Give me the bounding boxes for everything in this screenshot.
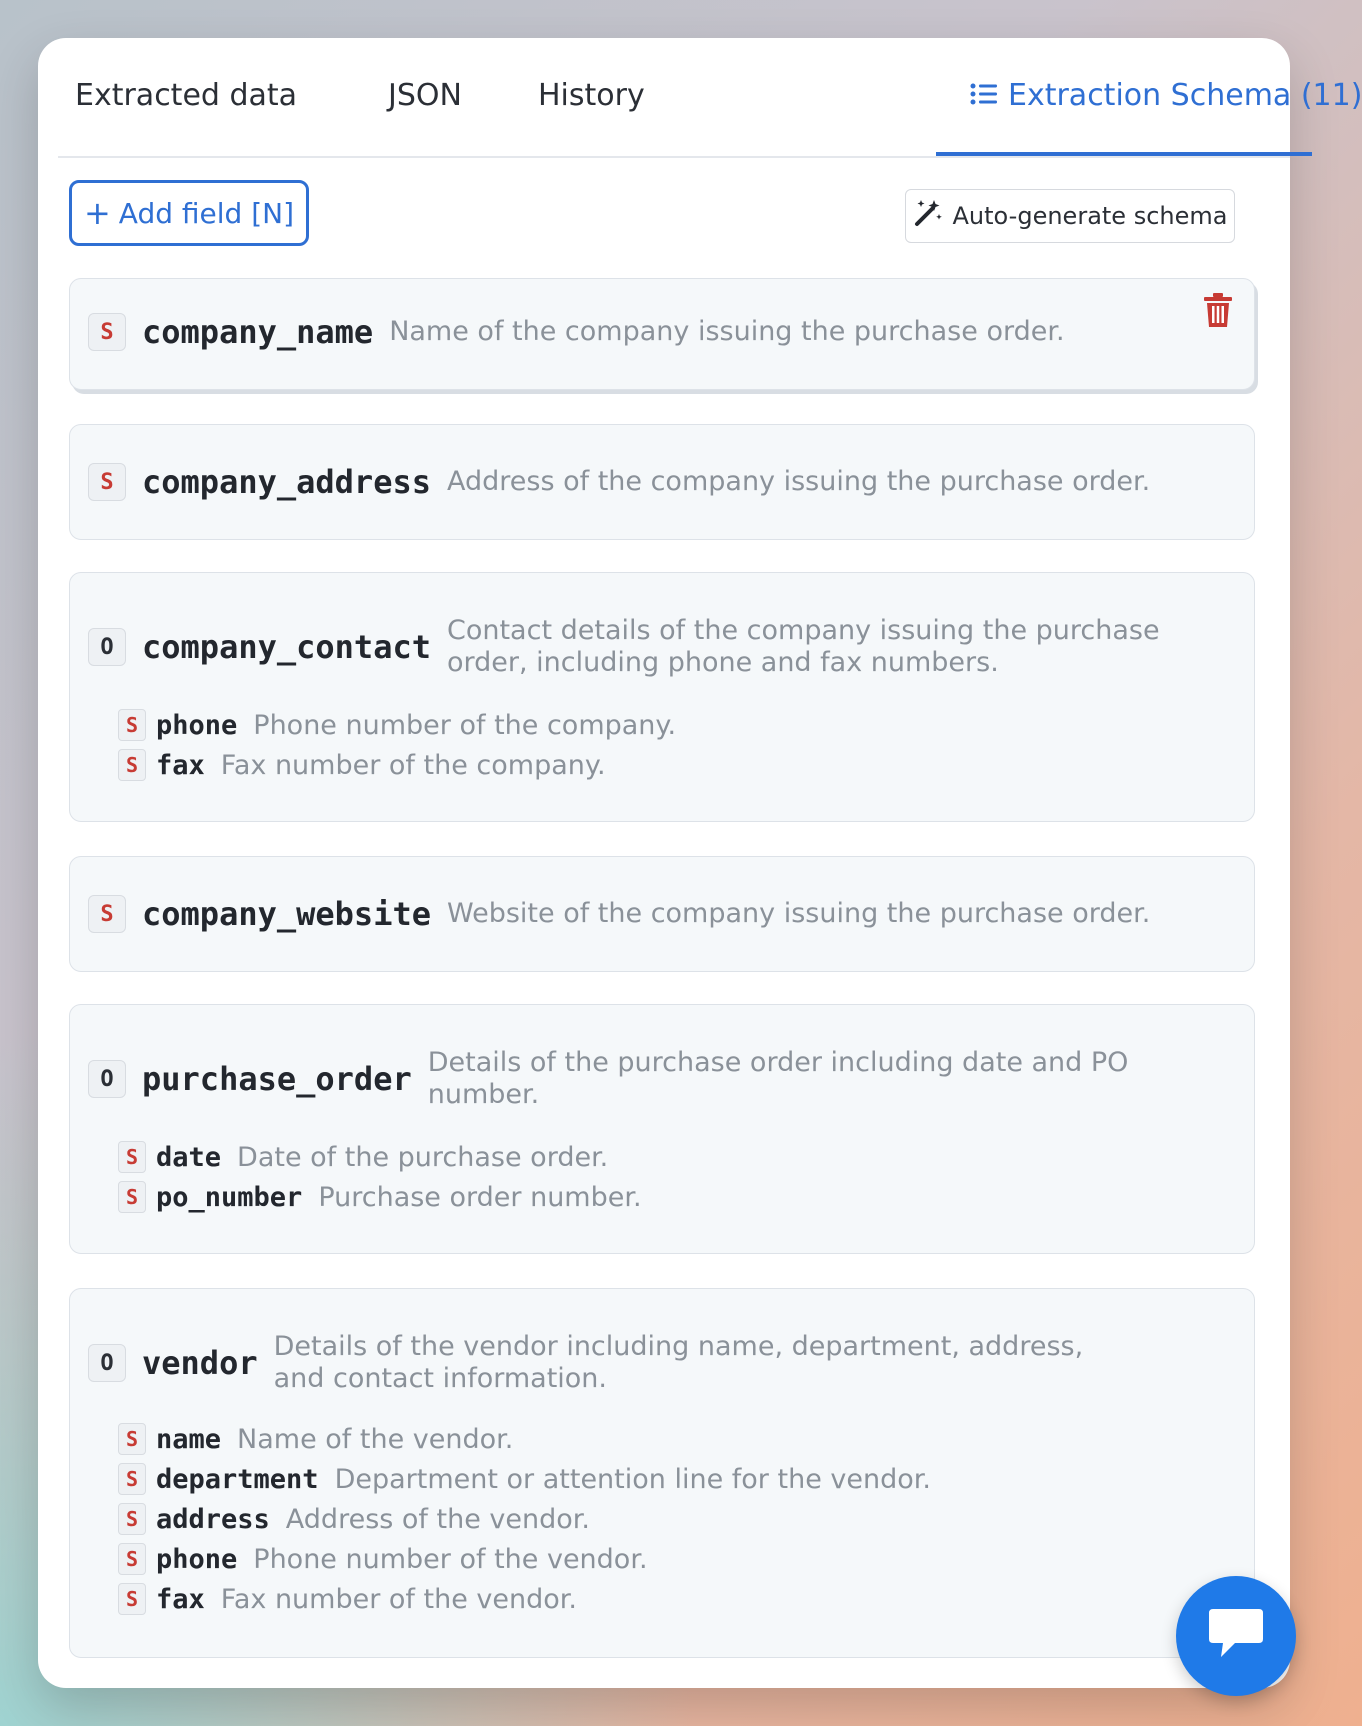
field-description: Contact details of the company issuing the purchase order, including phone and fax numbers.: [446, 615, 1160, 678]
subfield-description: Phone number of the company.: [253, 709, 677, 741]
type-badge-string: S: [118, 1141, 146, 1173]
add-field-button[interactable]: + Add field [N]: [69, 180, 309, 246]
field-description: Details of the vendor including name, department, address, and contact information.: [273, 1331, 1084, 1394]
field-description: Website of the company issuing the purchase order.: [446, 898, 1151, 929]
field-row: [88, 313, 1065, 351]
subfield-description: Fax number of the company.: [220, 749, 606, 781]
subfield-name: fax: [156, 1583, 205, 1615]
magic-wand-icon: [913, 198, 943, 234]
schema-field-card[interactable]: [69, 856, 1255, 972]
type-badge-object: O: [88, 628, 126, 666]
type-badge-string: S: [118, 709, 146, 741]
subfield-name: phone: [156, 709, 238, 741]
subfield-description: Purchase order number.: [318, 1181, 642, 1213]
field-row: [88, 463, 1150, 501]
type-badge-string: S: [88, 895, 126, 933]
subfield-row: [118, 709, 676, 741]
subfield-row: [118, 1423, 513, 1455]
subfield-row: [118, 1181, 642, 1213]
type-badge-string: S: [118, 1543, 146, 1575]
subfield-description: Name of the vendor.: [237, 1423, 514, 1455]
field-name: purchase_order: [142, 1060, 412, 1098]
auto-generate-schema-button[interactable]: Auto-generate schema: [905, 189, 1235, 243]
subfield-row: [118, 1141, 608, 1173]
type-badge-object: O: [88, 1344, 126, 1382]
tab-json[interactable]: JSON: [388, 78, 462, 113]
active-tab-indicator: [936, 152, 1312, 156]
schema-panel: [38, 38, 1362, 1688]
field-name: vendor: [142, 1344, 258, 1382]
schema-field-card[interactable]: [69, 572, 1255, 822]
subfield-description: Phone number of the vendor.: [253, 1543, 648, 1575]
tab-extraction-schema[interactable]: Extraction Schema (11): [970, 78, 1362, 114]
subfield-row: [118, 749, 606, 781]
field-name: company_address: [142, 463, 431, 501]
field-row: [88, 1331, 1134, 1395]
field-name: company_website: [142, 895, 431, 933]
type-badge-string: S: [88, 463, 126, 501]
tab-bar: [58, 38, 1362, 158]
subfield-name: phone: [156, 1543, 238, 1575]
subfield-row: [118, 1503, 590, 1535]
subfield-row: [118, 1543, 648, 1575]
field-description: Details of the purchase order including date and PO number.: [427, 1047, 1129, 1110]
field-name: company_name: [142, 313, 374, 351]
type-badge-string: S: [118, 1583, 146, 1615]
subfield-name: name: [156, 1423, 222, 1455]
field-row: [88, 1047, 1148, 1111]
schema-field-card[interactable]: [69, 1004, 1255, 1254]
type-badge-object: O: [88, 1060, 126, 1098]
subfield-name: date: [156, 1141, 222, 1173]
trash-icon[interactable]: [1204, 293, 1232, 332]
list-icon: [970, 79, 998, 114]
field-description: Address of the company issuing the purchase order.: [446, 466, 1151, 497]
subfield-description: Department or attention line for the vendor.: [334, 1463, 931, 1495]
tab-extracted-data[interactable]: Extracted data: [75, 78, 298, 113]
field-row: [88, 895, 1150, 933]
field-description: Name of the company issuing the purchase order.: [389, 316, 1065, 347]
subfield-name: po_number: [156, 1181, 303, 1213]
field-name: company_contact: [142, 628, 431, 666]
subfield-row: [118, 1583, 577, 1615]
type-badge-string: S: [118, 1463, 146, 1495]
subfield-name: department: [156, 1463, 319, 1495]
type-badge-string: S: [88, 313, 126, 351]
subfield-description: Fax number of the vendor.: [220, 1583, 577, 1615]
type-badge-string: S: [118, 1423, 146, 1455]
field-row: [88, 615, 1167, 679]
subfield-row: [118, 1463, 931, 1495]
plus-icon: +: [83, 194, 111, 232]
schema-field-card[interactable]: [69, 1288, 1255, 1658]
type-badge-string: S: [118, 1503, 146, 1535]
type-badge-string: S: [118, 749, 146, 781]
tab-history[interactable]: History: [538, 78, 645, 113]
subfield-name: fax: [156, 749, 205, 781]
subfield-name: address: [156, 1503, 270, 1535]
schema-field-card[interactable]: [69, 424, 1255, 540]
subfield-description: Address of the vendor.: [285, 1503, 590, 1535]
subfield-description: Date of the purchase order.: [237, 1141, 609, 1173]
type-badge-string: S: [118, 1181, 146, 1213]
chat-icon: [1205, 1607, 1267, 1666]
chat-button[interactable]: [1176, 1576, 1296, 1696]
schema-field-card[interactable]: [69, 278, 1255, 390]
